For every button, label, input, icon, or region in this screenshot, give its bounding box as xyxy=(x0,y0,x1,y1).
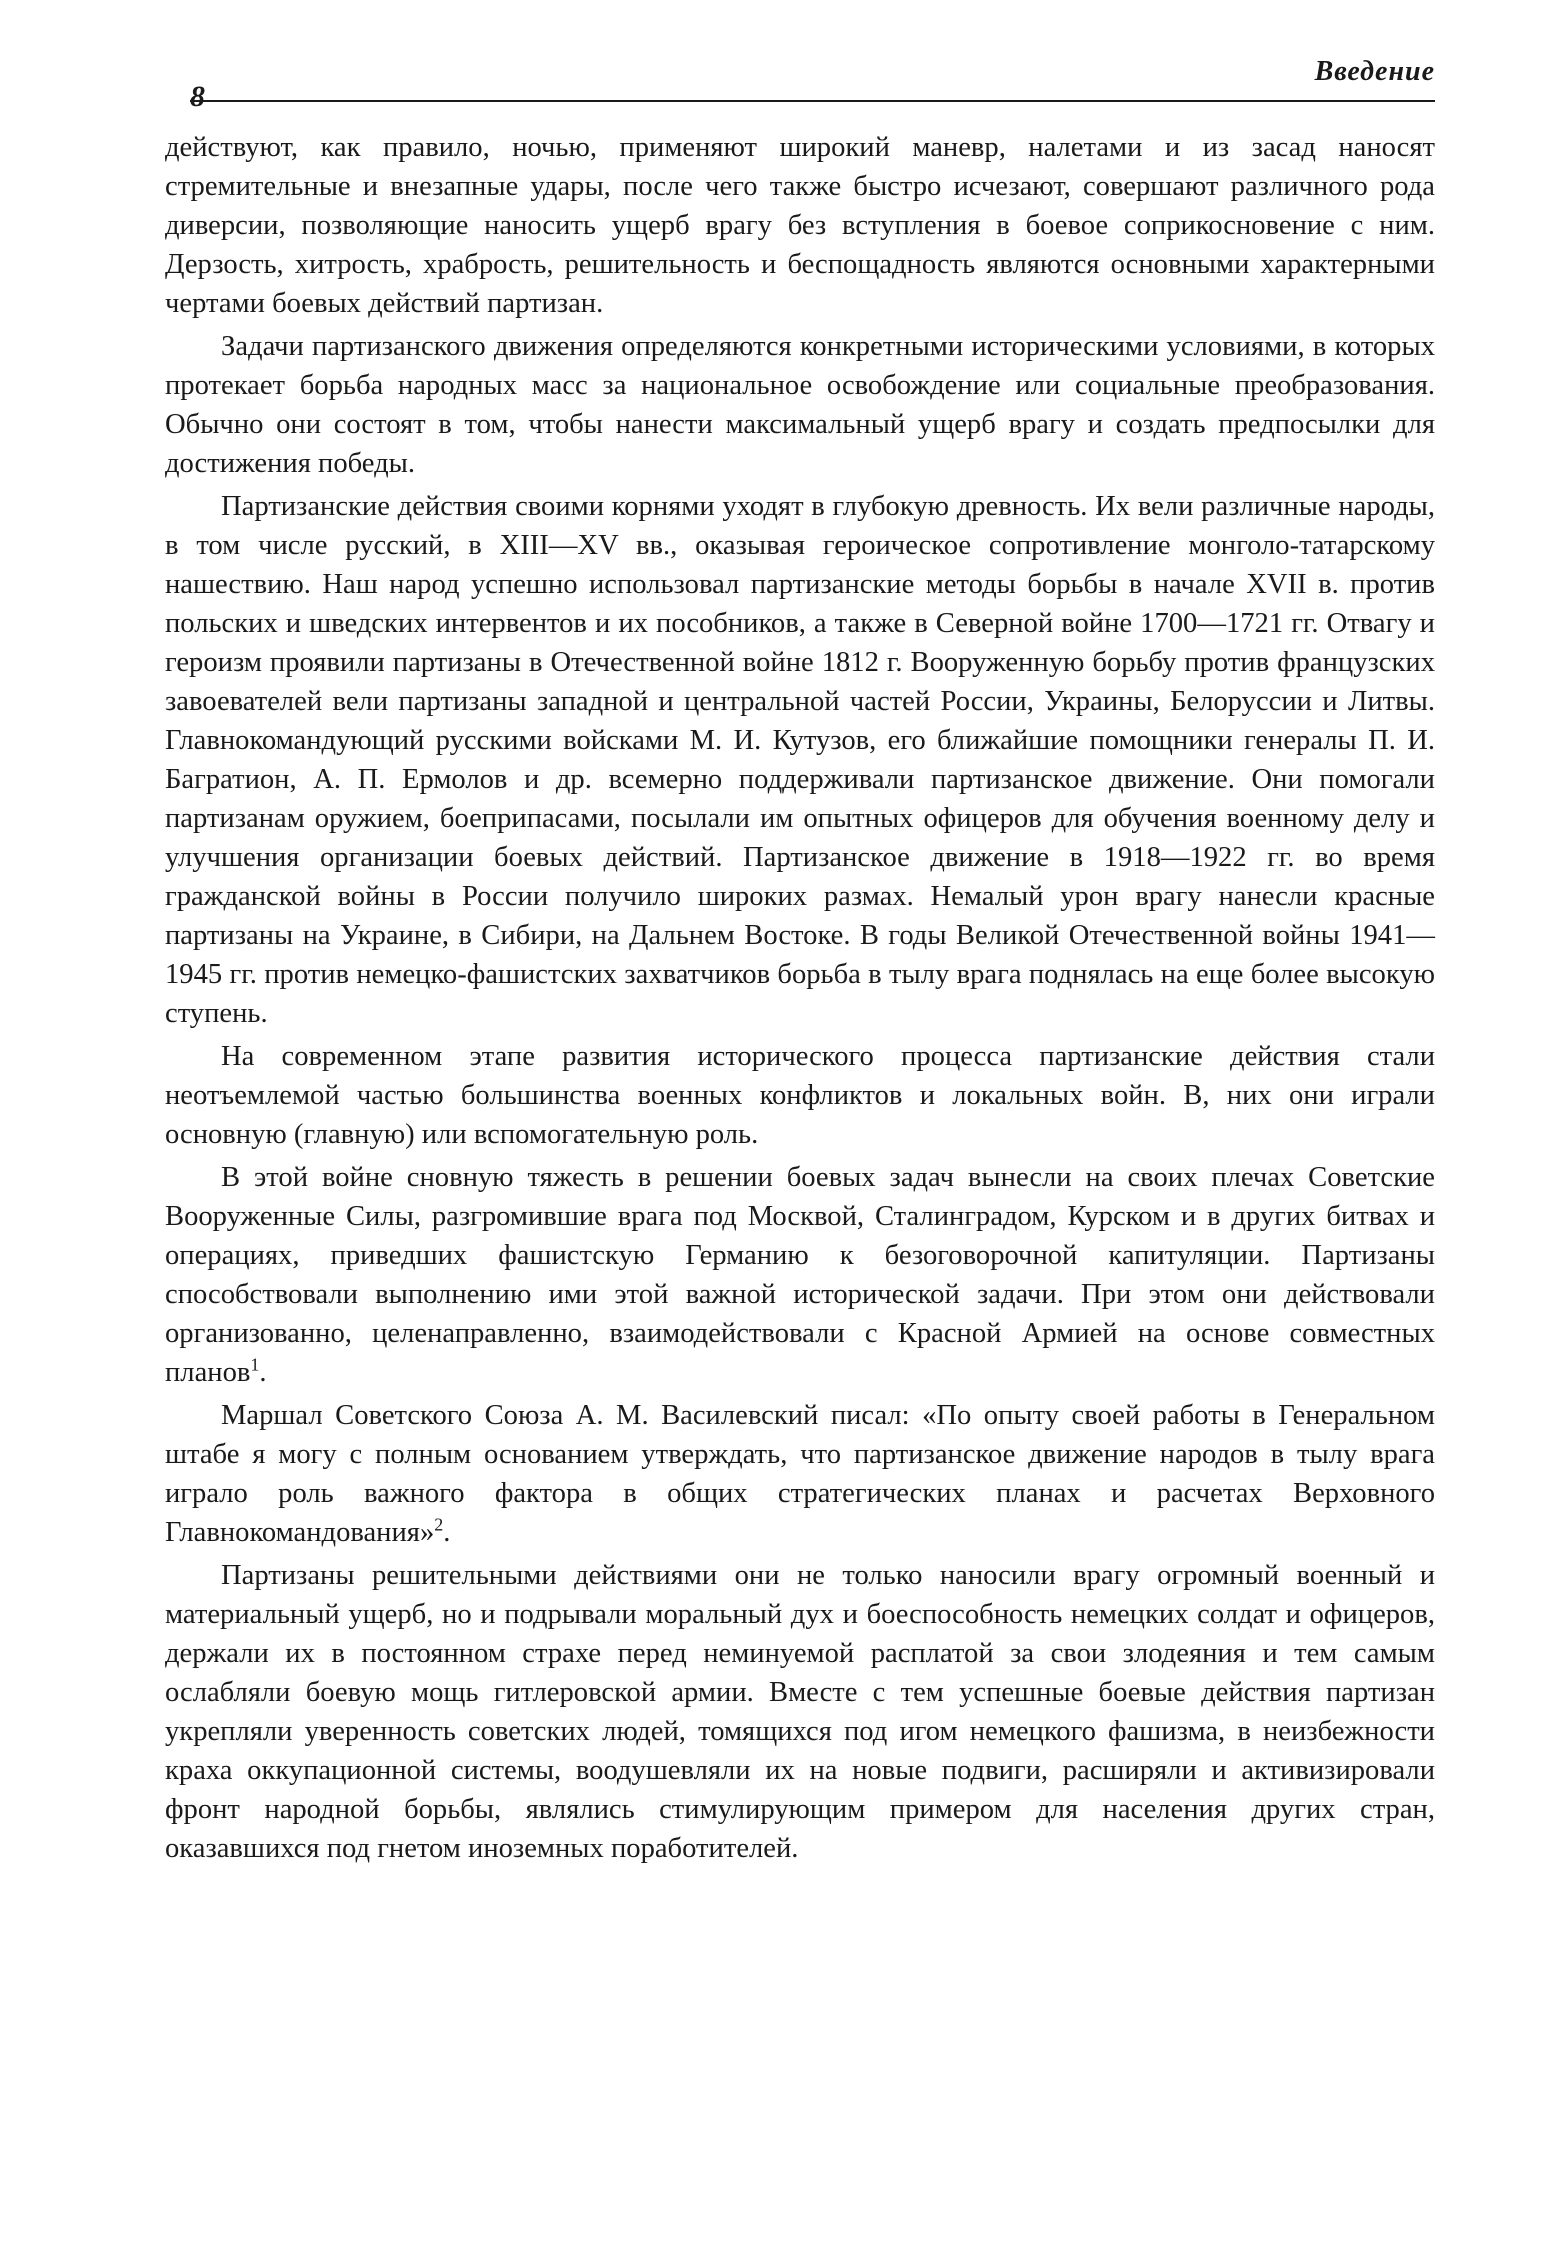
header-rule xyxy=(190,100,1435,102)
paragraph-5: В этой войне сновную тяжесть в решении боевых задач вынесли на своих плечах Советские Вооруженные Силы, разгромившие врага под Москвой, Сталинградом, Курском и в других битвах и операциях, приведших фашистскую Германию к безоговорочной капитуляции. Партизаны способствовали выполнению ими этой важной исторической задачи. При этом они действовали организованно, целенаправленно, взаимодействовали с Красной Армией на основе совместных планов$^1$. xyxy=(165,1162,1435,1388)
paragraph-1: действуют, как правило, ночью, применяют широкий маневр, налетами и из засад наносят стремительные и внезапные удары, после чего также быстро исчезают, совершают различного рода диверсии, позволяющие наносить ущерб врагу без вступления в боевое соприкосновение с ним. Дерзость, хитрость, храбрость, решительность и беспощадность являются основными характерными чертами боевых действий партизан. xyxy=(165,132,1435,319)
paragraph-7: Партизаны решительными действиями они не только наносили врагу огромный военный и материальный ущерб, но и подрывали моральный дух и боеспособность немецких солдат и офицеров, держали их в постоянном страхе перед неминуемой расплатой за свои злодеяния и тем самым ослабляли боевую мощь гитлеровской армии. Вместе с тем успешные боевые действия партизан укрепляли уверенность советских людей, томящихся под игом немецкого фашизма, в неизбежности краха оккупационной системы, воодушевляли их на новые подвиги, расширяли и активизировали фронт народной борьбы, являлись стимулирующим примером для населения других стран, оказавшихся под гнетом иноземных поработителей. xyxy=(165,1560,1435,1864)
paragraph-4: На современном этапе развития исторического процесса партизанские действия стали неотъемлемой частью большинства военных конфликтов и локальных войн. В, них они играли основную (главную) или вспомогательную роль. xyxy=(165,1041,1435,1150)
footnote-ref-2: 2 xyxy=(434,1514,444,1535)
page-number: 8 xyxy=(190,80,205,113)
paragraph-3: Партизанские действия своими корнями уходят в глубокую древность. Их вели различные народы, в том числе русский, в XIII—XV вв., оказывая героическое сопротивление монголо-татарскому нашествию. Наш народ успешно использовал партизанские методы борьбы в начале XVII в. против польских и шведских интервентов и их пособников, а также в Северной войне 1700—1721 гг. Отвагу и героизм проявили партизаны в Отечественной войне 1812 г. Вооруженную борьбу против французских завоевателей вели партизаны западной и центральной частей России, Украины, Белоруссии и Литвы. Главнокомандующий русскими войсками М. И. Кутузов, его ближайшие помощники генералы П. И. Багратион, А. П. Ермолов и др. всемерно поддерживали партизанское движение. Они помогали партизанам оружием, боеприпасами, посылали им опытных офицеров для обучения военному делу и улучшения организации боевых действий. Партизанское движение в 1918—1922 гг. во время гражданской войны в России получило широких размах. Немалый урон врагу нанесли красные партизаны на Украине, в Сибири, на Дальнем Востоке. В годы Великой Отечественной войны 1941—1945 гг. против немецко-фашистских захватчиков борьба в тылу врага поднялась на еще более высокую ступень. xyxy=(165,491,1435,1029)
section-title: Введение xyxy=(1314,56,1435,87)
body-text xyxy=(165,128,1435,1872)
paragraph-6: Маршал Советского Союза А. М. Василевский писал: «По опыту своей работы в Генеральном штабе я могу с полным основанием утверждать, что партизанское движение народов в тылу врага играло роль важного фактора в общих стратегических планах и расчетах Верховного Главнокомандования»$^2$. xyxy=(165,1400,1435,1548)
paragraph-2: Задачи партизанского движения определяются конкретными историческими условиями, в которых протекает борьба народных масс за национальное освобождение или социальные преобразования. Обычно они состоят в том, чтобы нанести максимальный ущерб врагу и создать предпосылки для достижения победы. xyxy=(165,331,1435,479)
footnote-ref-1: 1 xyxy=(250,1354,260,1375)
running-head xyxy=(190,56,1435,113)
